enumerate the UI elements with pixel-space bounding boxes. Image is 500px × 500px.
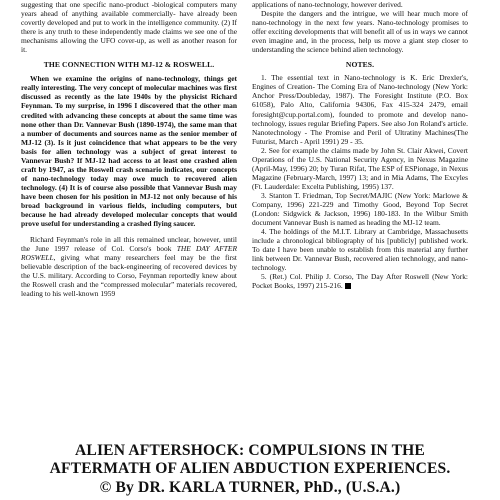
book-title: THE DAY AFTER ROSWELL bbox=[21, 244, 237, 263]
byline: © By DR. KARLA TURNER, PhD., (U.S.A.) bbox=[99, 478, 401, 496]
title-line-2: AFTERMATH OF ALIEN ABDUCTION EXPERIENCES. bbox=[49, 460, 451, 478]
note-5-text: 5. (Ret.) Col. Philip J. Corso, The Day After Roswell (New York: Pocket Books, 1997) 215-216. bbox=[252, 272, 468, 291]
note-5 bbox=[252, 272, 468, 290]
title-line-1: ALIEN AFTERSHOCK: COMPULSIONS IN THE bbox=[75, 442, 425, 459]
feynman-text-a: Richard Feynman's role in all this remained unclear, however, until the June 1997 release of Col. Corso's book bbox=[21, 235, 237, 254]
note-4: 4. The holdings of the M.I.T. Library at Cambridge, Massachusetts include a chronological bibliography of his [publicly] published work. To date I have been unable to establish from this material any further link between Dr. Vannevar Bush, recovered alien technology, and nano-technology. bbox=[252, 227, 468, 273]
note-2: 2. See for example the claims made by John St. Clair Akwei, Covert Operations of the U.S. National Security Agency, in Nexus Magazine (April-May, 1996) 20; by Turan Rifat, The ESP of ESPionage, in Nexus Magazine (February-March, 1997) 13; and in Mia Adams, The Excyles (Ft. Lauderdale: Excelta Publishing, 1995) 137. bbox=[252, 145, 468, 191]
note-1: 1. The essential text in Nano-technology is K. Eric Drexler's, Engines of Creation- The Coming Era of Nano-technology (New York: Anchor Press/Doubleday, 1987). The Foresight Institute (P.O. Box 61058), Palo Alto, California 94306, Fax 415-324 2479, email foresight@cup.portal.com), founded to promote and develop nano-technology, issues regular Briefing Papers. See also Jon Roland's article. Nanotechnology - The Promise and Peril of Ultratiny Machines(The Futurist, March - April 1991) 29 - 35. bbox=[252, 73, 468, 146]
conclusion-paragraph: Despite the dangers and the intrigue, we will hear much more of nano-technology in the next few years. Nano-technology promises to offer exciting developments that will benefit all of us in ways we cannot even imagine and, in the process, help us move a giant step closer to understanding the science behind alien technology. bbox=[252, 9, 468, 55]
right-column bbox=[252, 0, 468, 290]
end-of-article-mark bbox=[345, 283, 351, 289]
section-heading: THE CONNECTION WITH MJ-12 & ROSWELL. bbox=[43, 60, 215, 70]
continuation-line: applications of nano-technology, however derived. bbox=[252, 0, 403, 9]
article-title-block bbox=[0, 442, 500, 497]
connection-paragraph: When we examine the origins of nano-technology, things get really interesting. The very concept of molecular machines was first discussed as recently as the late 1940s by the physicist Richard Feynman. To my surprise, in 1996 I discovered that the other man credited with advancing these concepts at about the same time was none other than Dr. Vannevar Bush (1890-1974), the same man that a number of documents and sources name as the senior member of MJ-12 (3). Is it just coincidence that what appears to be the very basis for alien technology was a subject of great interest to Vannevar Bush? If MJ-12 had access to at least one crashed alien craft by 1947, as the Roswell crash scenario indicates, our concepts of nano-technology today may owe much to recovered alien technology. (4) It is of course also possible that Vannevar Bush may have been chosen for his position in MJ-12 not only because of his broad background in various fields, including computers, but because he had already developed molecular concepts that would prove useful for understanding a crashed flying saucer. bbox=[21, 74, 237, 229]
feynman-paragraph bbox=[21, 235, 237, 298]
note-3: 3. Stanton T. Friedman, Top Secret/MAJIC (New York: Marlowe & Company, 1996) 221-229 and Timothy Good, Beyond Top Secret (London: Sidgwick & Jackson, 1996) 180-183. In the Wilbur Smith document Vannevar Bush is named as heading the MJ-12 team. bbox=[252, 190, 468, 228]
left-column bbox=[21, 0, 237, 298]
intro-paragraph: suggesting that one specific nano-product -biological computers many years ahead of anything available commercially- have already been covertly developed and put to work in the intelligence community. (2) If there is any truth to these independently made claims we see one of the mechanisms allowing the UFO cover-up, as well as another reason for it. bbox=[21, 0, 237, 55]
notes-heading: NOTES. bbox=[345, 60, 375, 70]
feynman-text-b: , giving what many researchers feel may be the first believable description of the back-engineering of recovered devices by the U.S. military. According to Corso, Feynman reportedly knew about the Roswell crash and the “compressed molecular” materials recovered, leading to his well-known 1959 bbox=[21, 253, 237, 299]
